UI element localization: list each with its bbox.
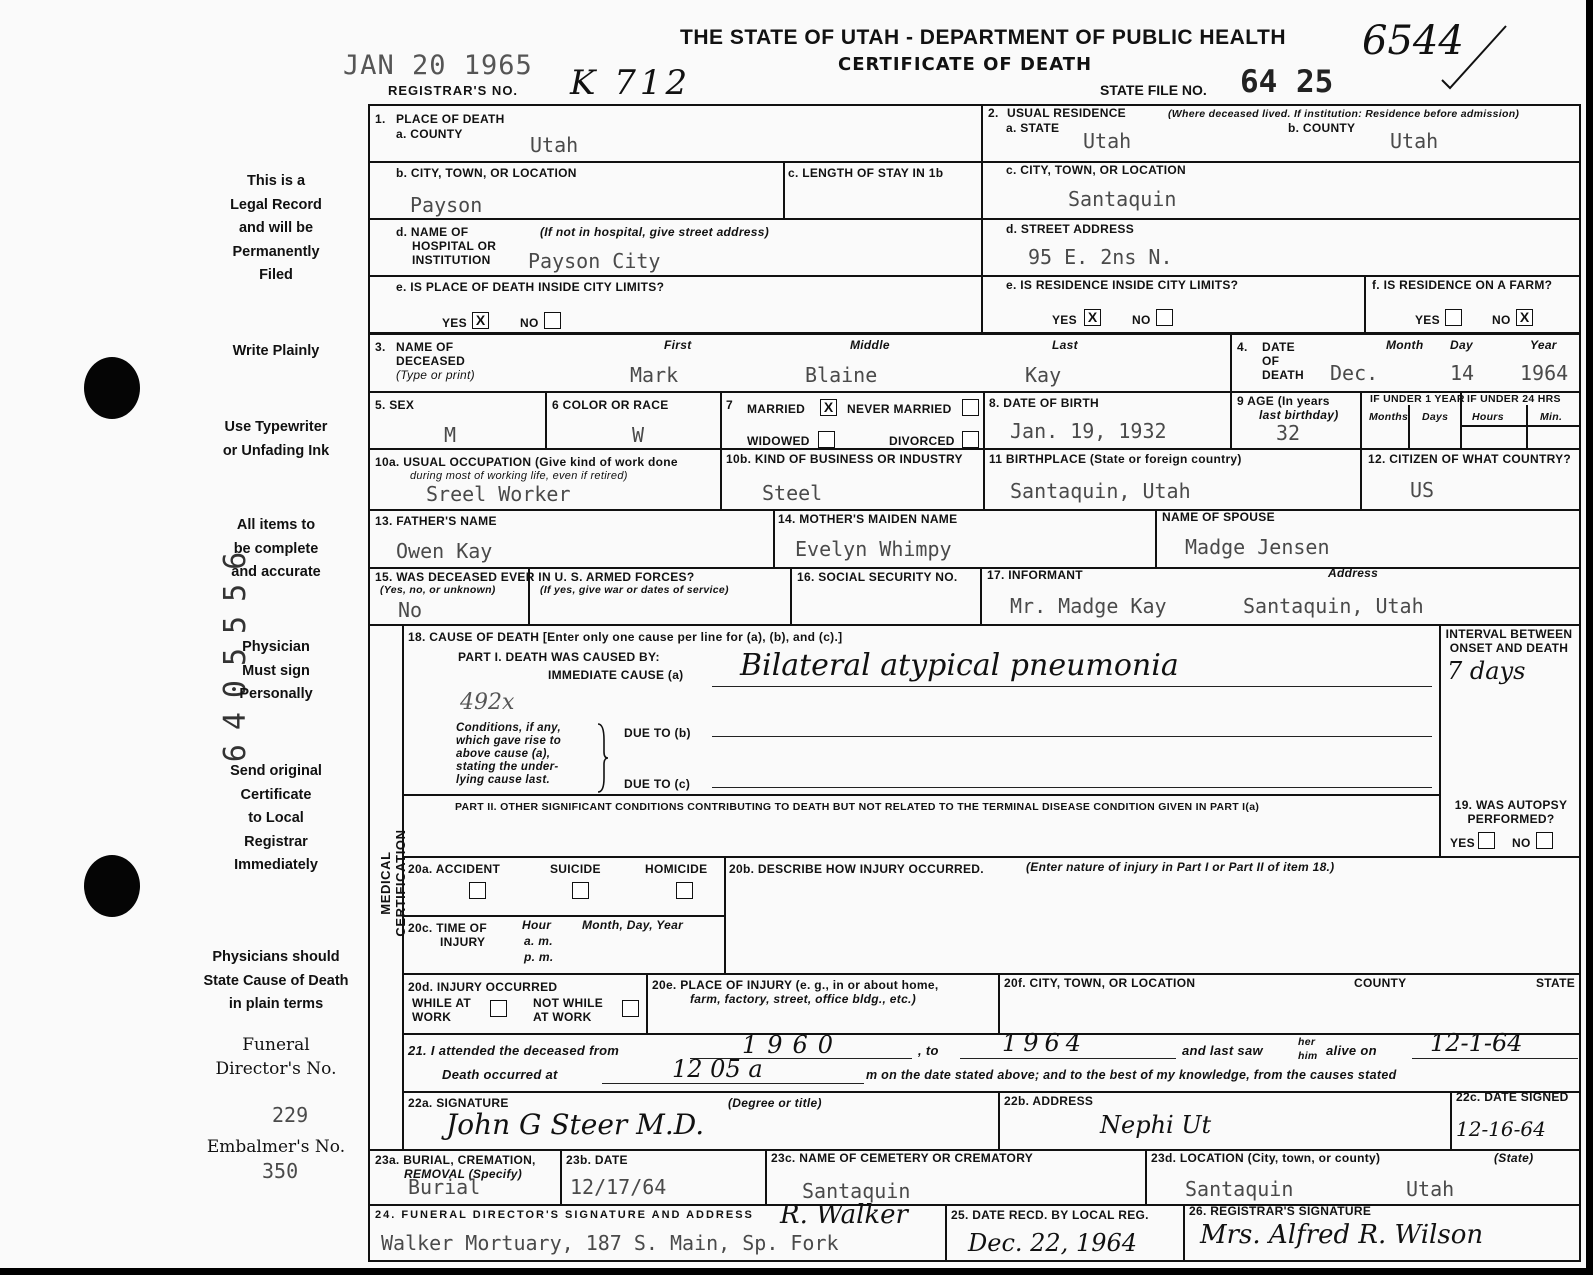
day-label: Day: [1450, 338, 1473, 352]
rule: [368, 332, 1581, 335]
date-signed: 12-16-64: [1456, 1117, 1546, 1141]
sidebar-physician-sign: Physician Must sign Personally: [239, 639, 313, 702]
residence-state: Utah: [1083, 129, 1132, 153]
sidebar-legal-record: This is a Legal Record and will be Permanently Filed: [230, 173, 322, 283]
first-name: Mark: [630, 363, 679, 387]
autopsy-yes-label: YES: [1450, 836, 1475, 850]
sidebar-write-plainly: Write Plainly: [232, 343, 320, 359]
rule: [981, 104, 983, 332]
months-label: Months: [1369, 411, 1409, 423]
married-label: MARRIED: [747, 402, 806, 416]
date-label-a: DATE: [1262, 340, 1295, 354]
while-at-work-checkbox[interactable]: [490, 1000, 507, 1017]
rule: [773, 509, 775, 567]
date-received-label: 25. DATE RECD. BY LOCAL REG.: [951, 1208, 1149, 1222]
married-checkbox[interactable]: X: [820, 399, 837, 416]
attended-from: 1960: [742, 1031, 844, 1059]
immediate-cause: Bilateral atypical pneumonia: [740, 648, 1179, 683]
mother-name: Evelyn Whimpy: [795, 537, 952, 561]
injury-county-label: COUNTY: [1354, 976, 1407, 990]
state-file-label: STATE FILE NO.: [1100, 82, 1207, 98]
rule: [368, 275, 1581, 277]
rule: [368, 218, 1581, 220]
suicide-checkbox[interactable]: [572, 882, 589, 899]
hospital-note: (If not in hospital, give street address): [540, 225, 770, 239]
birth-date: Jan. 19, 1932: [1010, 419, 1167, 443]
armed-forces-sub-a: (Yes, no, or unknown): [380, 584, 496, 596]
informant-label: 17. INFORMANT: [987, 568, 1083, 582]
business: Steel: [762, 481, 823, 505]
rule: [724, 856, 726, 973]
rule: [765, 1149, 767, 1204]
rule: [980, 567, 982, 624]
rule: [983, 391, 985, 509]
received-date-stamp: JAN 20 1965: [343, 50, 533, 81]
place-of-injury-label-b: farm, factory, street, office bldg., etc.): [690, 992, 916, 1006]
death-city: Payson: [410, 193, 483, 217]
under-1-year-label: IF UNDER 1 YEAR: [1370, 393, 1465, 405]
rule: [1450, 1091, 1452, 1149]
rule: [368, 567, 1581, 569]
usual-residence-title: USUAL RESIDENCE: [1007, 106, 1126, 120]
item-1-number: 1.: [375, 112, 386, 126]
inside-limits-label: e. IS PLACE OF DEATH INSIDE CITY LIMITS?: [396, 280, 665, 294]
widowed-label: WIDOWED: [747, 434, 810, 448]
rule: [404, 973, 1581, 975]
occupation-label-b: during most of working life, even if retired): [410, 470, 628, 482]
rule: [945, 1204, 947, 1262]
rule: [1360, 391, 1362, 509]
farm-no-checkbox[interactable]: X: [1516, 309, 1533, 326]
rule: [790, 567, 792, 624]
item-7-number: 7: [726, 398, 733, 412]
middle-name: Blaine: [805, 363, 878, 387]
not-while-at-work-label: NOT WHILE AT WORK: [533, 996, 604, 1024]
hospital-label-a: d. NAME OF: [396, 225, 469, 239]
year-label: Year: [1530, 338, 1557, 352]
state-department-title: THE STATE OF UTAH - DEPARTMENT OF PUBLIC HEALTH: [680, 26, 1287, 49]
residence-inside-yes-label: YES: [1052, 313, 1077, 327]
injury-occurred-label: 20d. INJURY OCCURRED: [408, 980, 558, 994]
race: W: [632, 423, 645, 447]
interval: 7 days: [1447, 657, 1526, 685]
funeral-director: Walker Mortuary, 187 S. Main, Sp. Fork: [381, 1231, 839, 1255]
father-name: Owen Kay: [396, 539, 493, 563]
funeral-director-signature: R. Walker: [780, 1200, 908, 1230]
residence-county: Utah: [1390, 129, 1439, 153]
injury-state-label: STATE: [1536, 976, 1576, 990]
residence-city: Santaquin: [1068, 187, 1177, 211]
father-label: 13. FATHER'S NAME: [375, 514, 497, 528]
first-name-label: First: [664, 338, 692, 352]
last-name: Kay: [1025, 363, 1062, 387]
rule: [1230, 332, 1232, 448]
informant: Mr. Madge Kay: [1010, 594, 1167, 618]
registrar-signature: Mrs. Alfred R. Wilson: [1200, 1220, 1484, 1250]
sidebar-typewriter: Use Typewriter or Unfading Ink: [222, 419, 330, 459]
rule: [998, 1091, 1000, 1149]
burial-label-a: 23a. BURIAL, CREMATION,: [375, 1153, 536, 1167]
cemetery-label: 23c. NAME OF CEMETERY OR CREMATORY: [771, 1151, 1034, 1165]
last-saw-date: 12-1-64: [1430, 1029, 1523, 1057]
item-2-number: 2.: [988, 106, 999, 120]
am-label: a. m.: [524, 934, 553, 948]
immediate-cause-line: [712, 686, 1432, 687]
inside-limits-no-label: NO: [520, 316, 539, 330]
ssn-label: 16. SOCIAL SECURITY NO.: [797, 570, 958, 584]
sidebar-send-original: Send original Certificate to Local Registrar Immediately: [230, 763, 322, 873]
autopsy-label: 19. WAS AUTOPSY PERFORMED?: [1454, 798, 1568, 826]
autopsy-yes-checkbox[interactable]: [1478, 832, 1495, 849]
date-label-c: DEATH: [1262, 368, 1304, 382]
rule: [404, 856, 1581, 858]
month-label: Month: [1386, 338, 1424, 352]
rule: [1145, 1149, 1147, 1204]
date-label-b: OF: [1262, 354, 1280, 368]
hospital-label-b: HOSPITAL OR: [412, 239, 497, 253]
rule: [545, 391, 547, 448]
business-label: 10b. KIND OF BUSINESS OR INDUSTRY: [726, 452, 963, 466]
occupation-label-a: 10a. USUAL OCCUPATION (Give kind of work done: [375, 455, 678, 469]
place-of-death-title: PLACE OF DEATH: [396, 112, 505, 126]
street-address-label: d. STREET ADDRESS: [1006, 222, 1135, 236]
suicide-label: SUICIDE: [550, 862, 601, 876]
burial-location-city: Santaquin: [1185, 1177, 1294, 1201]
mother-label: 14. MOTHER'S MAIDEN NAME: [778, 512, 958, 526]
attended-to: 1964: [1002, 1029, 1088, 1057]
middle-name-label: Middle: [850, 338, 890, 352]
residence-county-label: b. COUNTY: [1288, 121, 1356, 135]
conditions-brace: [596, 722, 610, 794]
rule: [368, 448, 1581, 450]
sidebar-funeral-director-label: Funeral Director's No.: [215, 1035, 337, 1079]
min-label: Min.: [1540, 411, 1563, 423]
hospital-label-c: INSTITUTION: [412, 253, 491, 267]
burial-label-b: REMOVAL (Specify): [404, 1167, 523, 1181]
alive-on-label: alive on: [1326, 1043, 1377, 1058]
informant-address: Santaquin, Utah: [1243, 594, 1424, 618]
residence-inside-no-label: NO: [1132, 313, 1151, 327]
rule: [368, 161, 1581, 163]
rule: [560, 1149, 562, 1204]
rule: [1526, 405, 1528, 448]
punch-hole-top: [84, 357, 140, 419]
describe-injury-note: (Enter nature of injury in Part I or Part II of item 18.): [1026, 860, 1335, 874]
autopsy-no-label: NO: [1512, 836, 1531, 850]
due-to-b-label: DUE TO (b): [624, 726, 691, 740]
age-label-a: 9 AGE (In years: [1237, 394, 1330, 408]
embalmer-number: 350: [262, 1159, 299, 1183]
place-of-injury-label-a: 20e. PLACE OF INJURY (e. g., in or about home,: [652, 978, 939, 992]
last-saw-label: and last saw: [1182, 1043, 1263, 1058]
vertical-certificate-number: 6405556: [218, 537, 253, 763]
date-received: Dec. 22, 1964: [968, 1229, 1138, 1257]
last-saw-her: her: [1298, 1036, 1316, 1048]
inside-limits-no-checkbox[interactable]: [544, 312, 561, 329]
rule: [368, 509, 1581, 511]
homicide-label: HOMICIDE: [645, 862, 708, 876]
residence-city-label: c. CITY, TOWN, OR LOCATION: [1006, 163, 1187, 177]
farm-label: f. IS RESIDENCE ON A FARM?: [1372, 278, 1553, 292]
autopsy-no-checkbox[interactable]: [1536, 832, 1553, 849]
corner-handwritten-number: 6544: [1362, 18, 1464, 64]
conditions-label: Conditions, if any, which gave rise to above cause (a), stating the under- lying cause last.: [456, 722, 562, 786]
armed-forces-sub-b: (If yes, give war or dates of service): [540, 584, 729, 596]
age-label-b: last birthday): [1259, 408, 1339, 422]
farm-no-label: NO: [1492, 313, 1511, 327]
interval-label: INTERVAL BETWEEN ONSET AND DEATH: [1445, 627, 1573, 655]
rule: [783, 161, 785, 218]
divorced-label: DIVORCED: [889, 434, 955, 448]
rule: [1155, 509, 1157, 567]
injury-city-label: 20f. CITY, TOWN, OR LOCATION: [1004, 976, 1196, 990]
funeral-director-label: 24. FUNERAL DIRECTOR'S SIGNATURE AND ADDRESS: [375, 1209, 754, 1221]
due-to-c-label: DUE TO (c): [624, 777, 691, 791]
race-label: 6 COLOR OR RACE: [552, 398, 669, 412]
never-married-checkbox[interactable]: [962, 399, 979, 416]
registrar-signature-label: 26. REGISTRAR'S SIGNATURE: [1189, 1204, 1372, 1218]
sidebar-embalmer-label: Embalmer's No.: [206, 1137, 346, 1157]
rule: [1364, 275, 1366, 332]
armed-forces: No: [398, 598, 423, 622]
inside-limits-yes-label: YES: [442, 316, 467, 330]
farm-yes-label: YES: [1415, 313, 1440, 327]
part-2-label: PART II. OTHER SIGNIFICANT CONDITIONS CONTRIBUTING TO DEATH BUT NOT RELATED TO THE TERMINAL DISEASE CONDITION GIVEN IN PART I(a): [455, 801, 1260, 813]
death-year: 1964: [1520, 361, 1569, 385]
residence-inside-label: e. IS RESIDENCE INSIDE CITY LIMITS?: [1006, 278, 1239, 292]
sidebar-physicians-state: Physicians should State Cause of Death in plain terms: [203, 949, 349, 1012]
length-of-stay-label: c. LENGTH OF STAY IN 1b: [788, 166, 944, 180]
age: 32: [1276, 421, 1301, 445]
accident-checkbox[interactable]: [469, 882, 486, 899]
degree-label: (Degree or title): [728, 1096, 822, 1110]
physician-signature: John G Steer M.D.: [446, 1108, 705, 1141]
cemetery: Santaquin: [802, 1179, 911, 1203]
city-label: b. CITY, TOWN, OR LOCATION: [396, 166, 577, 180]
rule: [1460, 425, 1581, 427]
accident-label: 20a. ACCIDENT: [408, 862, 501, 876]
never-married-label: NEVER MARRIED: [847, 402, 952, 416]
death-occurred-rest: m on the date stated above; and to the best of my knowledge, from the causes stated: [866, 1068, 1397, 1082]
death-month: Dec.: [1330, 361, 1379, 385]
rule: [404, 915, 724, 917]
burial-method: Burial: [408, 1175, 481, 1199]
certificate-title: CERTIFICATE OF DEATH: [838, 54, 1093, 75]
death-occurred-label: Death occurred at: [442, 1067, 558, 1082]
rule: [368, 624, 1581, 626]
widowed-checkbox[interactable]: [818, 431, 835, 448]
attended-text: 21. I attended the deceased from: [408, 1043, 620, 1058]
hospital-name: Payson City: [528, 249, 661, 273]
item-4-number: 4.: [1237, 340, 1248, 354]
usual-residence-note: (Where deceased lived. If institution: Residence before admission): [1168, 108, 1520, 120]
cause-code: 492x: [460, 690, 515, 715]
citizen: US: [1410, 478, 1435, 502]
farm-yes-checkbox[interactable]: [1445, 309, 1462, 326]
spouse-name: Madge Jensen: [1185, 535, 1330, 559]
physician-address-label: 22b. ADDRESS: [1004, 1094, 1094, 1108]
describe-injury-label: 20b. DESCRIBE HOW INJURY OCCURRED.: [729, 862, 984, 876]
armed-forces-label: 15. WAS DECEASED EVER IN U. S. ARMED FORCES?: [375, 570, 695, 584]
county-label: a. COUNTY: [396, 127, 463, 141]
burial-state-note: (State): [1494, 1151, 1534, 1165]
attended-to-label: , to: [918, 1043, 939, 1058]
death-occurred-line: [602, 1083, 864, 1084]
under-24-hrs-label: IF UNDER 24 HRS: [1467, 393, 1561, 405]
residence-state-label: a. STATE: [1006, 121, 1060, 135]
rule: [1439, 624, 1441, 856]
days-label: Days: [1422, 411, 1449, 423]
burial-date-label: 23b. DATE: [566, 1153, 628, 1167]
rule: [368, 1204, 1581, 1206]
street-address: 95 E. 2ns N.: [1028, 245, 1173, 269]
occupation: Sreel Worker: [426, 482, 571, 506]
last-name-label: Last: [1052, 338, 1078, 352]
birthplace: Santaquin, Utah: [1010, 479, 1191, 503]
last-saw-line: [1412, 1058, 1578, 1059]
rule: [404, 794, 1439, 796]
rule: [720, 391, 722, 509]
rule: [1183, 1204, 1185, 1262]
rule: [404, 1091, 1581, 1093]
name-label-a: NAME OF: [396, 340, 454, 354]
residence-inside-no-checkbox[interactable]: [1156, 309, 1173, 326]
citizen-label: 12. CITIZEN OF WHAT COUNTRY?: [1368, 452, 1572, 466]
burial-location-state: Utah: [1406, 1177, 1455, 1201]
name-label-c: (Type or print): [396, 368, 475, 382]
informant-address-label: Address: [1328, 566, 1379, 580]
state-file-value: 64 25: [1240, 64, 1334, 100]
burial-date: 12/17/64: [570, 1175, 667, 1199]
homicide-checkbox[interactable]: [676, 882, 693, 899]
physician-address: Nephi Ut: [1100, 1111, 1212, 1139]
name-label-b: DECEASED: [396, 354, 466, 368]
death-occurred-time: 12 05 a: [672, 1055, 763, 1083]
hours-label: Hours: [1472, 411, 1504, 423]
item-3-number: 3.: [375, 340, 386, 354]
divorced-checkbox[interactable]: [962, 431, 979, 448]
not-while-at-work-checkbox[interactable]: [622, 1000, 639, 1017]
sex: M: [444, 423, 457, 447]
while-at-work-label: WHILE AT WORK: [412, 996, 472, 1024]
spouse-label: NAME OF SPOUSE: [1162, 510, 1275, 524]
corner-check-mark: [1440, 20, 1510, 90]
immediate-cause-label: IMMEDIATE CAUSE (a): [548, 668, 684, 682]
month-day-year-label: Month, Day, Year: [582, 918, 684, 932]
due-to-c-line: [712, 787, 1432, 788]
punch-hole-bottom: [84, 855, 140, 917]
rule: [998, 973, 1000, 1033]
due-to-b-line: [712, 736, 1432, 737]
rule: [1408, 405, 1410, 448]
medical-certification-label: MEDICAL CERTIFICATION: [378, 829, 408, 937]
pm-label: p. m.: [524, 950, 554, 964]
cause-of-death-label: 18. CAUSE OF DEATH [Enter only one cause per line for (a), (b), and (c).]: [408, 630, 843, 644]
time-of-injury-label-a: 20c. TIME OF: [408, 921, 487, 935]
rule: [404, 1033, 1581, 1035]
signature-label: 22a. SIGNATURE: [408, 1096, 509, 1110]
time-of-injury-label-b: INJURY: [440, 935, 486, 949]
hour-label: Hour: [522, 918, 552, 932]
last-saw-him: him: [1298, 1050, 1318, 1062]
registrar-no-value: K 712: [570, 63, 692, 103]
attended-to-line: [960, 1058, 1176, 1059]
death-county: Utah: [530, 133, 579, 157]
residence-inside-yes-checkbox[interactable]: X: [1084, 309, 1101, 326]
part-1-label: PART I. DEATH WAS CAUSED BY:: [458, 650, 660, 664]
inside-limits-yes-checkbox[interactable]: X: [472, 312, 489, 329]
funeral-director-number: 229: [272, 1103, 309, 1127]
sex-label: 5. SEX: [375, 398, 415, 412]
date-signed-label: 22c. DATE SIGNED: [1456, 1090, 1569, 1104]
burial-location-label: 23d. LOCATION (City, town, or county): [1151, 1151, 1381, 1165]
sidebar-complete: All items to be complete and accurate: [231, 517, 321, 580]
rule: [646, 973, 648, 1033]
registrar-no-label: REGISTRAR'S NO.: [388, 83, 519, 98]
birthplace-label: 11 BIRTHPLACE (State or foreign country): [989, 452, 1242, 466]
death-day: 14: [1450, 361, 1475, 385]
birth-date-label: 8. DATE OF BIRTH: [989, 396, 1099, 410]
